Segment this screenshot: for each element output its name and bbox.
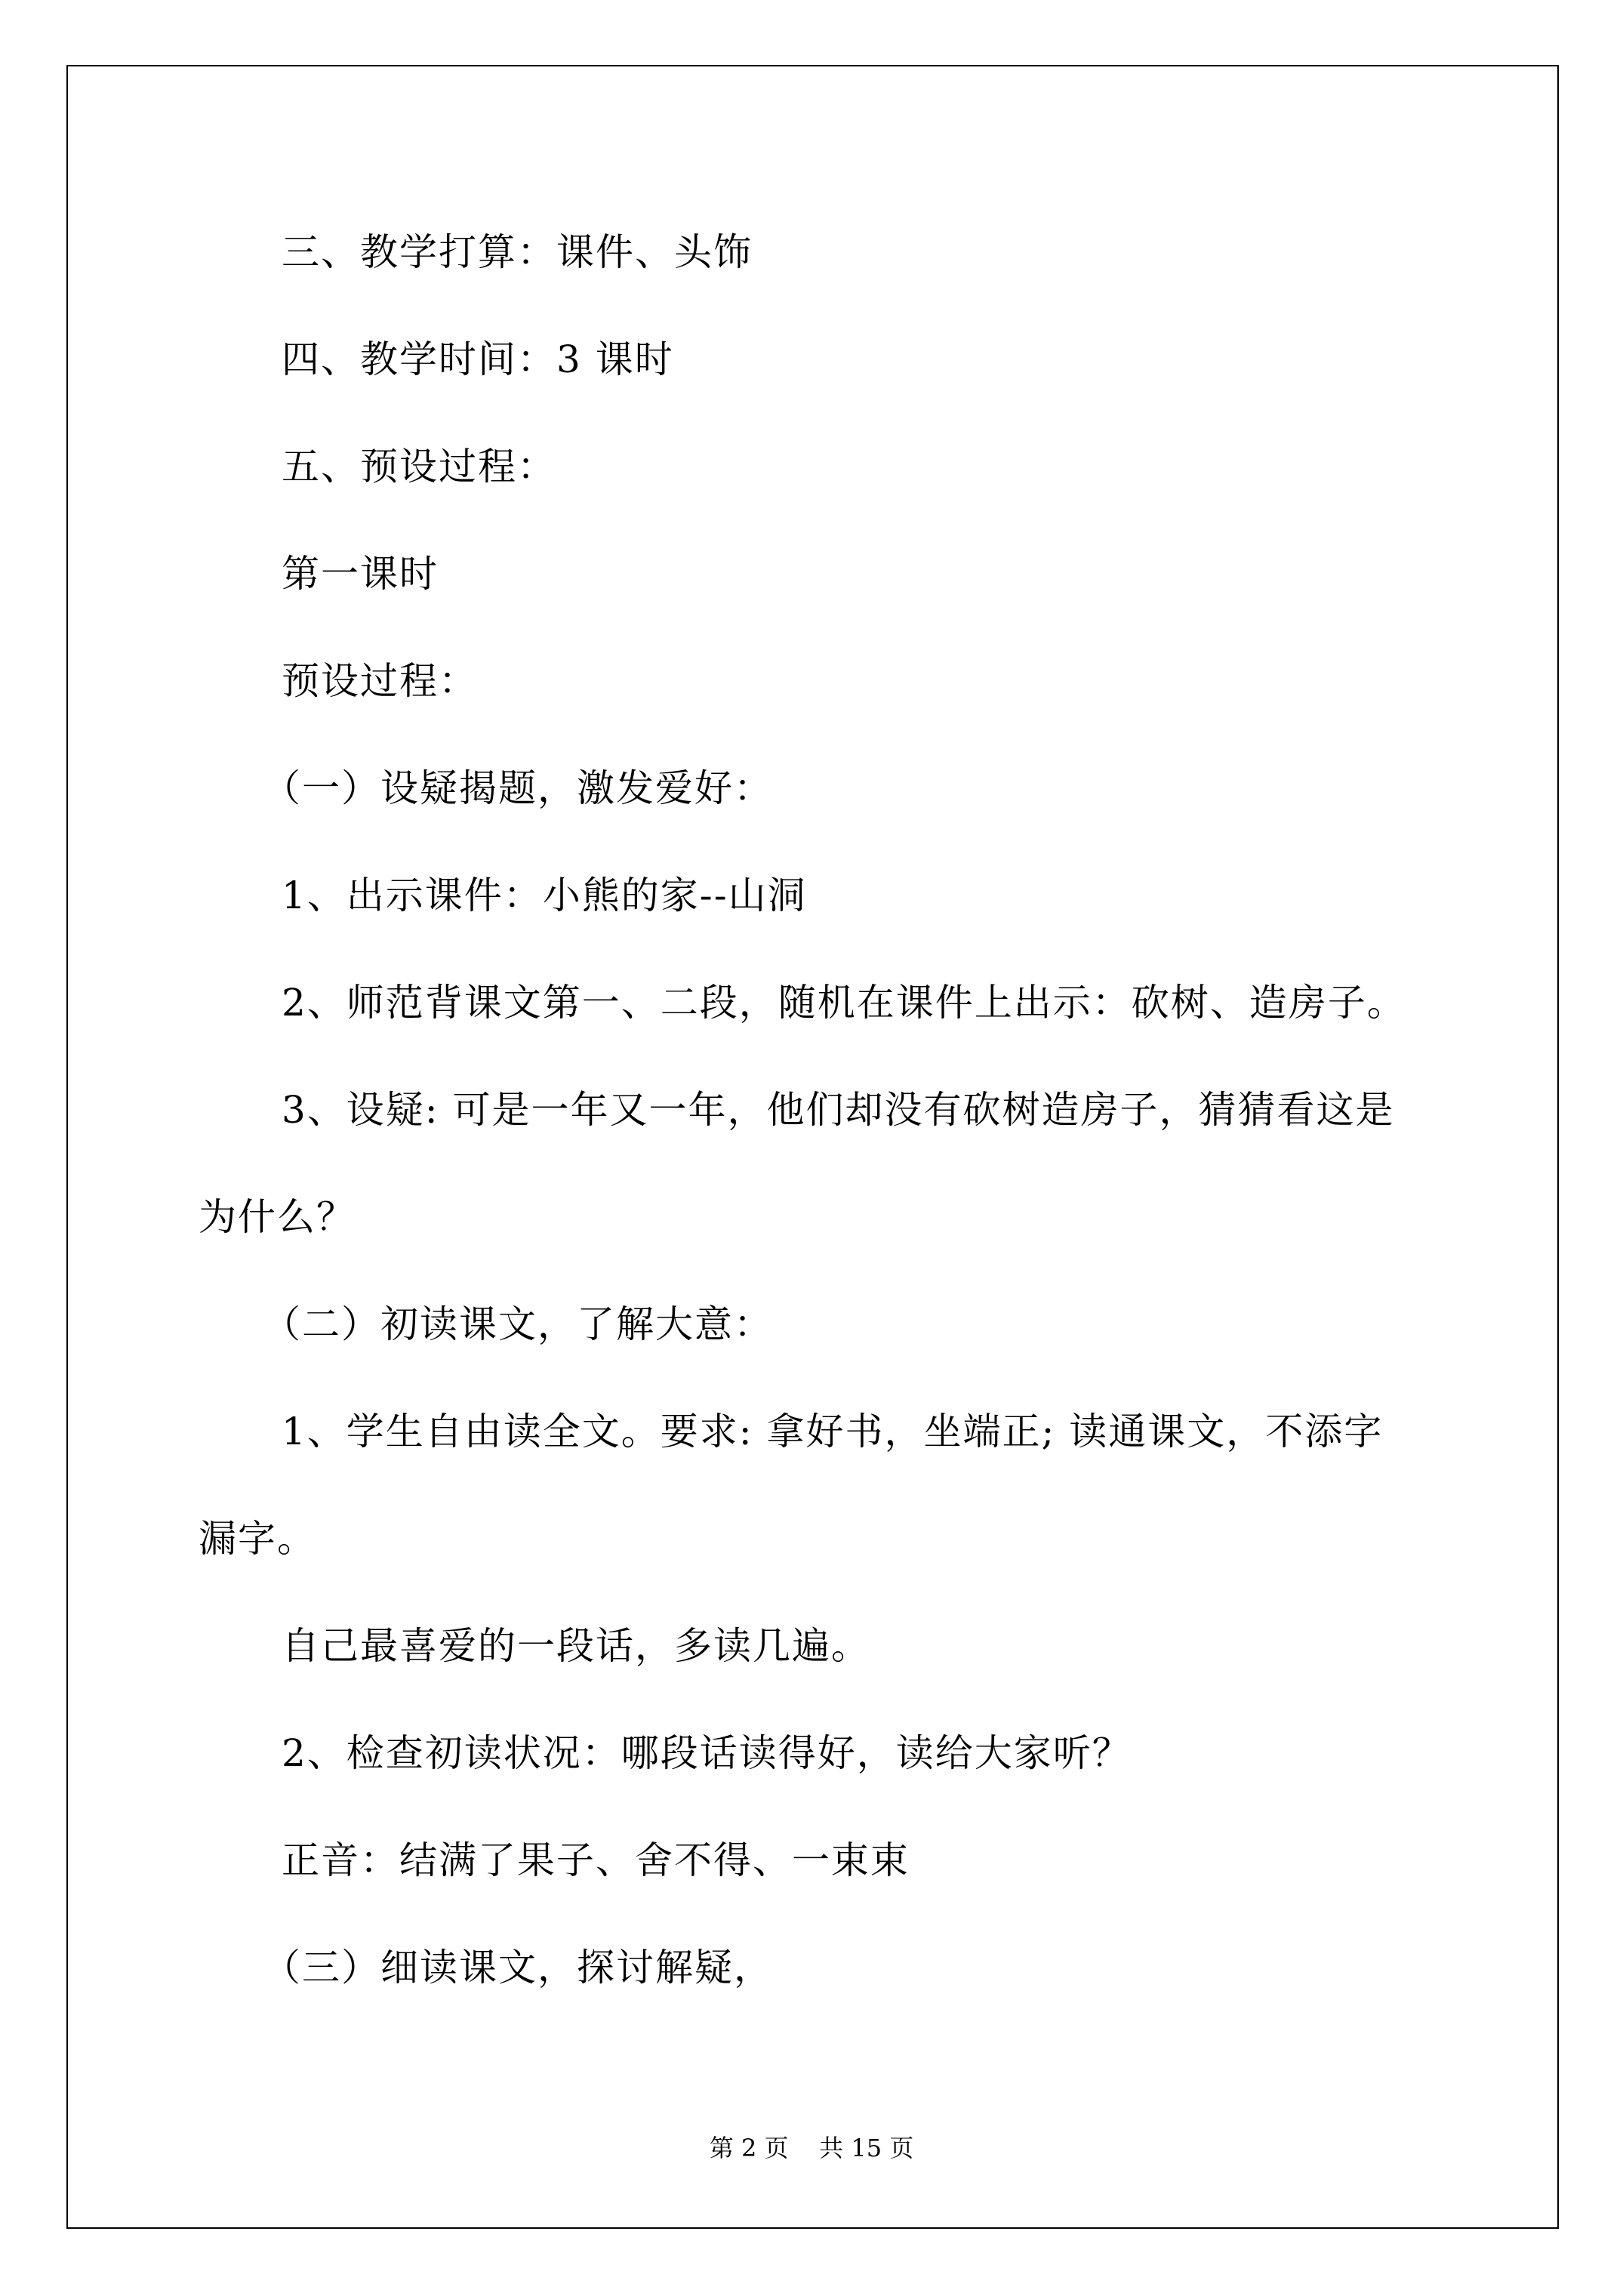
paragraph-preset-process: 预设过程： [282,659,478,703]
paragraph-first-lesson: 第一课时 [282,552,439,596]
paragraph-item-2: 2、师范背课文第一、二段，随机在课件上出示：砍树、造房子。 [282,981,1406,1025]
paragraph-reading-item-1: 1、学生自由读全文。要求: 拿好书，坐端正; 读通课文，不添字 [282,1410,1384,1453]
paragraph-item-1: 1、出示课件：小熊的家--山洞 [282,874,807,917]
paragraph-section-three: （三）细读课文，探讨解疑， [263,1946,773,1989]
paragraph-item-3-continued: 为什么？ [199,1195,356,1239]
page-border [66,65,1559,2229]
paragraph-pronunciation: 正音：结满了果子、舍不得、一束束 [282,1838,910,1882]
paragraph-preset-process-heading: 五、预设过程： [282,445,556,488]
paragraph-teaching-prep: 三、教学打算：课件、头饰 [282,230,753,274]
paragraph-reading-item-1-continued: 漏字。 [199,1517,316,1561]
paragraph-item-3: 3、设疑: 可是一年又一年，他们却没有砍树造房子，猜猜看这是 [282,1088,1395,1132]
paragraph-section-one: （一）设疑揭题，激发爱好： [263,766,773,810]
paragraph-section-two: （二）初读课文，了解大意： [263,1302,773,1346]
page-footer: 第 2 页 共 15 页 [709,2134,914,2162]
paragraph-reading-item-2: 2、检查初读状况：哪段话读得好，读给大家听？ [282,1731,1132,1775]
paragraph-teaching-time: 四、教学时间：3 课时 [282,337,674,381]
paragraph-favorite-passage: 自己最喜爱的一段话，多读几遍。 [282,1624,870,1668]
